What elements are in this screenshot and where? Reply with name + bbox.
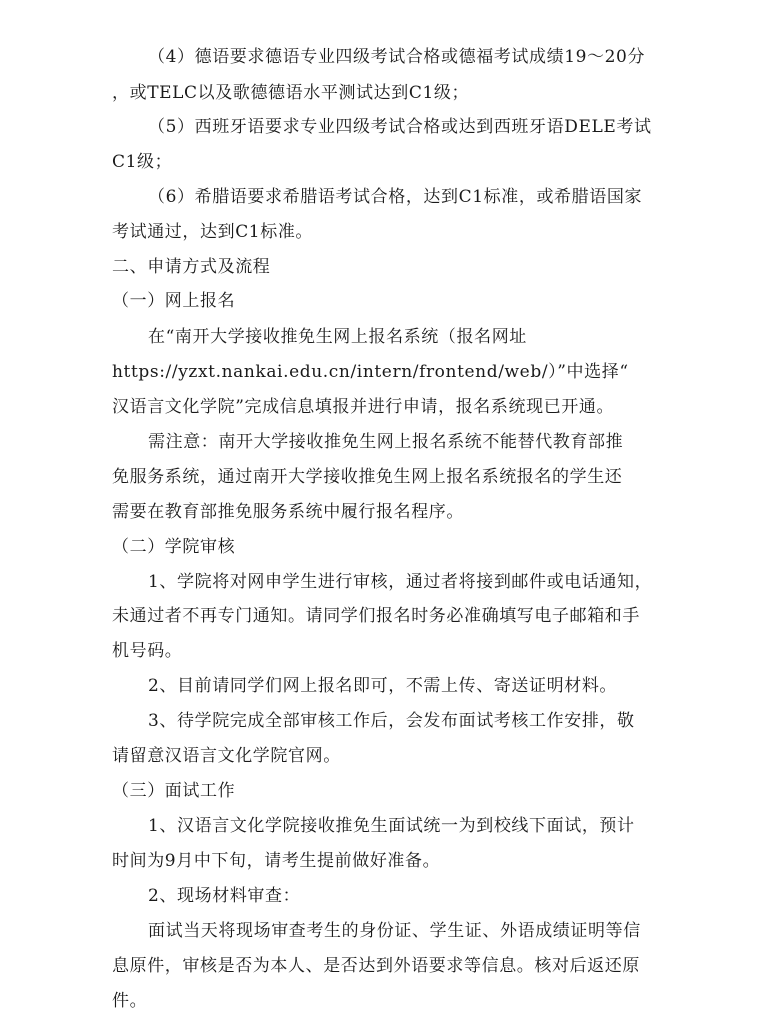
subsection-heading: （三）面试工作: [112, 781, 236, 801]
text-line: 3、待学院完成全部审核工作后，会发布面试考核工作安排，敬: [148, 711, 635, 731]
text-line-url: https://yzxt.nankai.edu.cn/intern/frontend/web/）”中选择“: [112, 362, 629, 382]
text-line: 需注意：南开大学接收推免生网上报名系统不能替代教育部推: [148, 432, 624, 452]
text-line: 汉语言文化学院”完成信息填报并进行申请，报名系统现已开通。: [112, 397, 615, 417]
text-line: 考试通过，达到C1标准。: [112, 222, 314, 242]
text-line: （6）希腊语要求希腊语考试合格，达到C1标准，或希腊语国家: [148, 187, 643, 207]
text-line: （5）西班牙语要求专业四级考试合格或达到西班牙语DELE考试: [148, 117, 652, 137]
section-heading: 二、申请方式及流程: [112, 257, 271, 277]
text-line: 2、目前请同学们网上报名即可，不需上传、寄送证明材料。: [148, 676, 618, 696]
text-line: 面试当天将现场审查考生的身份证、学生证、外语成绩证明等信: [148, 921, 641, 941]
text-line: 1、学院将对网申学生进行审核，通过者将接到邮件或电话通知，: [148, 572, 653, 592]
text-line: 件。: [112, 991, 148, 1011]
text-line: 时间为9月中下旬，请考生提前做好准备。: [112, 851, 441, 871]
text-line: C1级；: [112, 152, 173, 172]
text-line: ，或TELC以及歌德德语水平测试达到C1级；: [112, 83, 470, 103]
text-line: 免服务系统，通过南开大学接收推免生网上报名系统报名的学生还: [112, 467, 623, 487]
text-line: 机号码。: [112, 641, 183, 661]
subsection-heading: （二）学院审核: [112, 537, 236, 557]
text-line: 未通过者不再专门通知。请同学们报名时务必准确填写电子邮箱和手: [112, 606, 640, 626]
text-line: 请留意汉语言文化学院官网。: [112, 746, 341, 766]
subsection-heading: （一）网上报名: [112, 291, 236, 311]
text-line: 息原件，审核是否为本人、是否达到外语要求等信息。核对后返还原: [112, 956, 640, 976]
text-line: （4）德语要求德语专业四级考试合格或德福考试成绩19～20分: [148, 47, 646, 67]
text-line: 2、现场材料审查：: [148, 886, 301, 906]
text-line: 在“南开大学接收推免生网上报名系统（报名网址: [148, 327, 527, 347]
text-line: 1、汉语言文化学院接收推免生面试统一为到校线下面试，预计: [148, 816, 635, 836]
text-line: 需要在教育部推免服务系统中履行报名程序。: [112, 502, 464, 522]
